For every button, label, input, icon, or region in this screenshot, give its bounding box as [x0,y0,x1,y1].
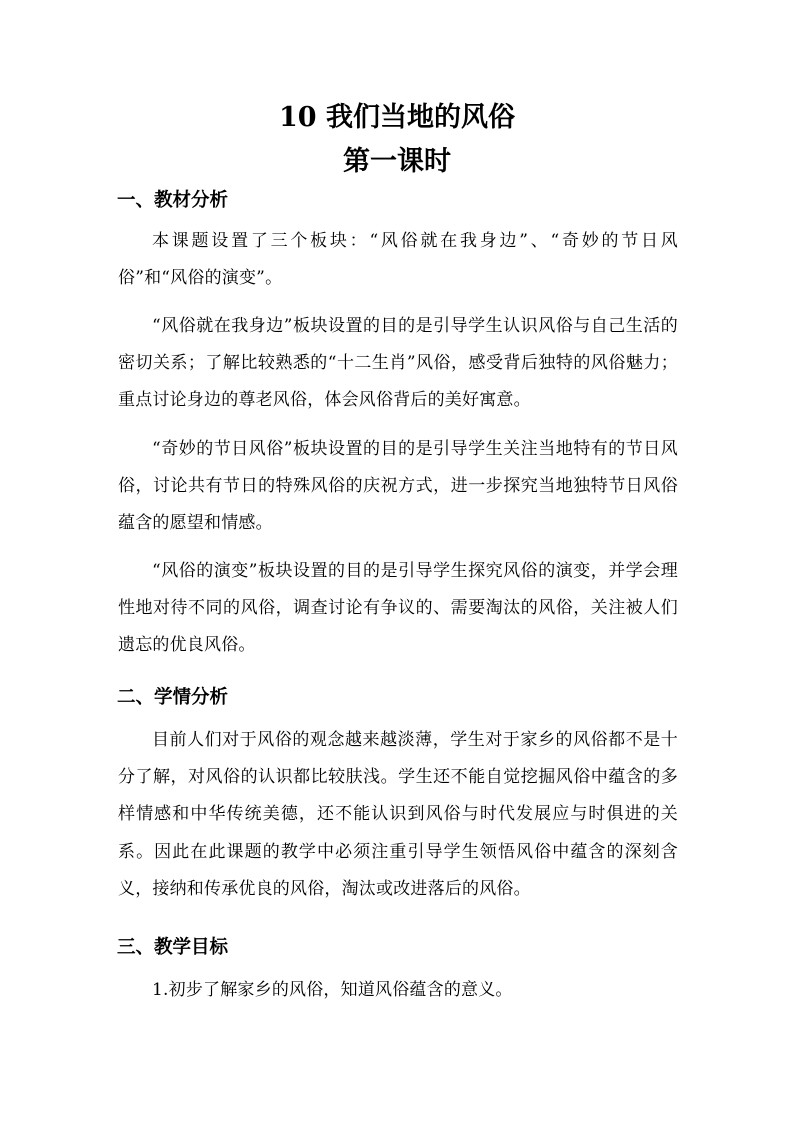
section-heading-teaching-goals: 三、教学目标 [117,937,229,958]
paragraph [118,972,678,1009]
document-subtitle: 第一课时 [343,146,451,177]
paragraph-text: 目前人们对于风俗的观念越来越淡薄，学生对于家乡的风俗都不是十分了解，对风俗的认识都比较肤浅。学生还不能自觉挖掘风俗中蕴含的多样情感和中华传统美德，还不能认识到风俗与时代发展应与时俱进的关系。因此在此课题的教学中必须注重引导学生领悟风俗中蕴含的深刻含义，接纳和传承优良的风俗，淘汰或改进落后的风俗。 [118,730,678,899]
paragraph [118,553,678,665]
paragraph-text: 本课题设置了三个板块：“风俗就在我身边”、“奇妙的节日风俗”和“风俗的演变”。 [118,231,678,289]
document-title: 10 我们当地的风俗 [279,102,515,133]
section-heading-textbook-analysis: 一、教材分析 [117,190,229,211]
paragraph [118,223,678,297]
paragraph [118,722,678,908]
paragraph-text: “风俗就在我身边”板块设置的目的是引导学生认识风俗与自己生活的密切关系；了解比较熟悉的“十二生肖”风俗，感受背后独特的风俗魅力；重点讨论身边的尊老风俗，体会风俗背后的美好寓意。 [118,316,678,411]
paragraph-text: “奇妙的节日风俗”板块设置的目的是引导学生关注当地特有的节日风俗，讨论共有节日的特殊风俗的庆祝方式，进一步探究当地独特节日风俗蕴含的愿望和情感。 [118,439,678,534]
section-heading-student-analysis: 二、学情分析 [117,687,229,708]
paragraph [118,431,678,543]
paragraph-text: 1.初步了解家乡的风俗，知道风俗蕴含的意义。 [152,980,513,1000]
paragraph-text: “风俗的演变”板块设置的目的是引导学生探究风俗的演变，并学会理性地对待不同的风俗，调查讨论有争议的、需要淘汰的风俗，关注被人们遗忘的优良风俗。 [118,561,678,656]
paragraph [118,308,678,420]
